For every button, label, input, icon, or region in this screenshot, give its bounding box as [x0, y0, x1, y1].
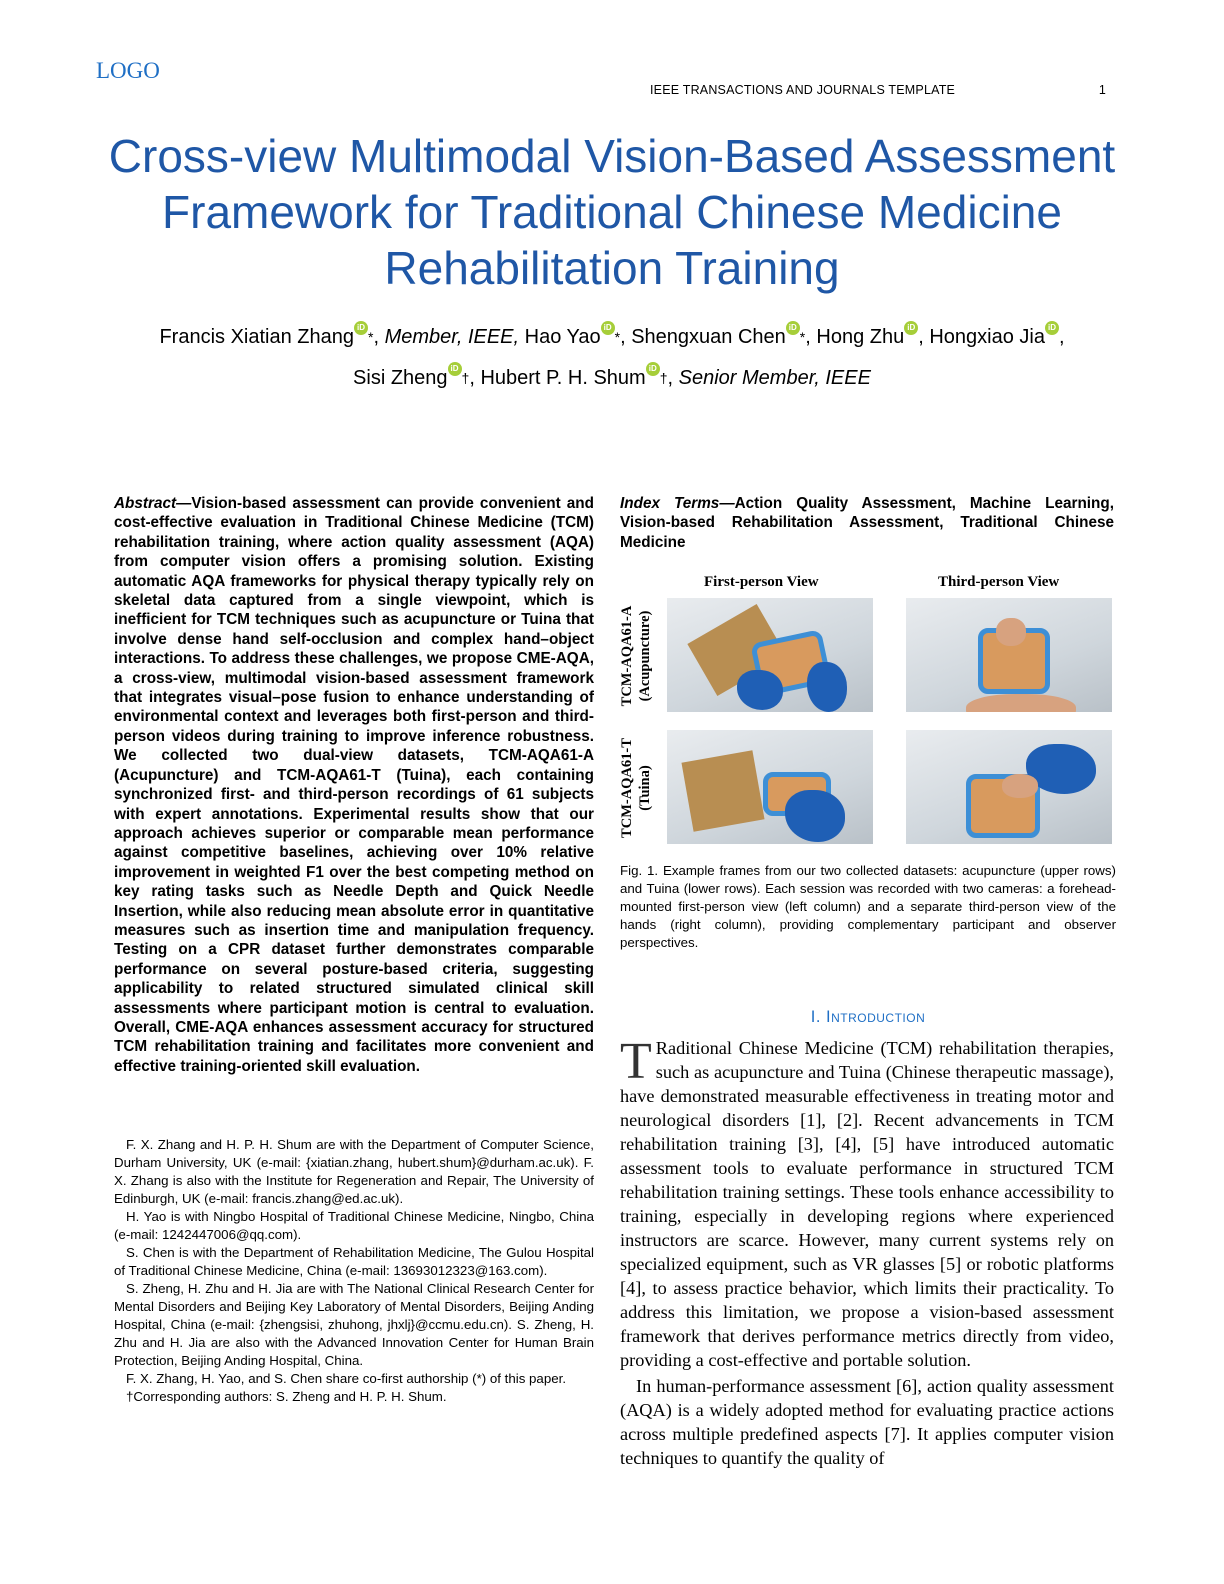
footnote: S. Zheng, H. Zhu and H. Jia are with The National Clinical Research Center for Mental Disorders and Beijing Key Laboratory of Mental Disorders, Beijing Anding Hospital, China (e-mail: {zhengsisi, zhuhong, jhxlj}@ccmu.edu.cn). S. Zheng, H. Zhu and H. Jia are also with the Advanced Innovation Center for Human Brain Protection, Beijing Anding Hospital, China.	[114, 1281, 594, 1368]
author-name: Hong Zhu	[816, 326, 905, 348]
orcid-icon[interactable]: iD	[448, 362, 462, 376]
journal-name: IEEE TRANSACTIONS AND JOURNALS TEMPLATE	[650, 83, 956, 97]
author-name: Francis Xiatian Zhang	[159, 326, 354, 348]
footnote: S. Chen is with the Department of Rehabilitation Medicine, The Gulou Hospital of Traditional Chinese Medicine, China (e-mail: 13693012323@163.com).	[114, 1245, 594, 1278]
row-label-line: TCM-AQA61-T	[619, 738, 635, 838]
photo-tuina-first-person	[667, 730, 873, 844]
row-label-line: TCM-AQA61-A	[619, 605, 635, 707]
orcid-icon[interactable]: iD	[904, 321, 918, 335]
author-mark: *	[368, 329, 374, 345]
author-name: Hubert P. H. Shum	[480, 367, 646, 389]
photo-object	[966, 694, 1076, 712]
orcid-icon[interactable]: iD	[1045, 321, 1059, 335]
photo-acupuncture-first-person	[667, 598, 873, 712]
index-terms	[620, 494, 1114, 552]
page-number: 1	[1098, 83, 1106, 97]
author-mark: †	[461, 370, 470, 386]
photo-tuina-third-person	[906, 730, 1112, 844]
photo-object	[1002, 774, 1038, 798]
footnote: F. X. Zhang, H. Yao, and S. Chen share co-first authorship (*) of this paper.	[126, 1371, 567, 1386]
drop-cap: T	[620, 1033, 652, 1090]
paragraph: In human-performance assessment [6], action quality assessment (AQA) is a widely adopted method for evaluating practice actions across multiple predefined aspects [7]. It applies computer vision techniques to quantify the quality of	[620, 1376, 1114, 1468]
row-label-line: (Tuina)	[637, 765, 653, 811]
footnotes	[114, 1136, 594, 1406]
paper-title: Cross-view Multimodal Vision-Based Assessment Framework for Traditional Chinese Medicine Rehabilitation Training	[108, 130, 1116, 294]
row-label-acupuncture	[618, 598, 662, 714]
section-number: I.	[810, 1008, 821, 1026]
photo-object	[785, 790, 845, 842]
author-name: Shengxuan Chen	[631, 326, 786, 348]
author-line-1: Francis Xiatian Zhang iD*, Member, IEEE, Hao Yao iD*, Shengxuan Chen iD*, Hong Zhu iD , Hongxiao Jia iD ,	[159, 323, 1065, 348]
author-name: Sisi Zheng	[353, 367, 448, 389]
row-label-line: (Acupuncture)	[637, 610, 653, 702]
orcid-icon[interactable]: iD	[354, 321, 368, 335]
column-header-third-person: Third-person View	[938, 574, 1060, 590]
abstract	[114, 494, 594, 1076]
figure-1	[620, 574, 1116, 854]
introduction-body	[620, 1033, 1114, 1470]
paragraph	[620, 1033, 1114, 1372]
section-title: Introduction	[826, 1008, 926, 1026]
author-mark: *	[799, 329, 806, 345]
footnote: H. Yao is with Ningbo Hospital of Traditional Chinese Medicine, Ningbo, China (e-mail: 1242447006@qq.com).	[114, 1209, 594, 1242]
orcid-icon[interactable]: iD	[601, 321, 615, 335]
logo: LOGO	[96, 58, 160, 83]
column-header-first-person: First-person View	[704, 574, 819, 590]
paragraph-text: Raditional Chinese Medicine (TCM) rehabilitation therapies, such as acupuncture and Tuina (Chinese therapeutic massage), have demonstrated measurable effectiveness in treating motor and neurological disorders [1], [2]. Recent advancements in TCM rehabilitation training [3], [4], [5] have introduced automatic assessment tools to evaluate performance in structured TCM rehabilitation training settings. These tools enhance accessibility to training, especially in developing regions where experienced instructors are scarce. However, many current systems rely on specialized equipment, such as VR glasses [5] or robotic platforms [4], to assess practice behavior, which limits their practicality. To address this limitation, we propose a vision-based assessment framework that derives performance metrics directly from video, providing a cost-effective and portable solution.	[620, 1038, 1114, 1370]
abstract-text: Vision-based assessment can provide convenient and cost-effective evaluation in Traditional Chinese Medicine (TCM) rehabilitation training, where action quality assessment (AQA) from computer vision offers a promising solution. Existing automatic AQA frameworks for physical therapy typically rely on skeletal data captured from a single viewpoint, which is inefficient for TCM techniques such as acupuncture or Tuina that involve dense hand self-occlusion and complex hand–object interactions. To address these challenges, we propose CME-AQA, a cross-view, multimodal vision-based assessment framework that integrates visual–pose fusion to enhance understanding of environmental context and leverages both first-person and third-person videos during training to improve inference robustness. We collected two dual-view datasets, TCM-AQA61-A (Acupuncture) and TCM-AQA61-T (Tuina), each containing synchronized first- and third-person recordings of 61 subjects with expert annotations. Experimental results show that our approach achieves superior or comparable mean performance against competitive baselines, achieving over 10% relative improvement in weighted F1 over the best competing method on key rating tasks such as Needle Depth and Quick Needle Insertion, while also reducing mean absolute error in quantitative measures such as insertion time and manipulation frequency. Testing on a CPR dataset further demonstrates comparable performance on several posture-based criteria, suggesting applicability to related structured simulated clinical skill assessments where participant motion is central to evaluation. Overall, CME-AQA enhances assessment accuracy for structured TCM rehabilitation training and facilitates more convenient and effective training-oriented skill evaluation.	[114, 495, 594, 1075]
photo-object	[737, 670, 783, 710]
author-name: Hao Yao	[524, 326, 601, 348]
section-heading	[620, 1008, 1116, 1027]
author-membership: Member, IEEE,	[384, 326, 520, 348]
photo-object	[681, 750, 764, 831]
author-name: Hongxiao Jia	[929, 326, 1045, 348]
author-mark: †	[659, 370, 668, 386]
orcid-icon[interactable]: iD	[646, 362, 660, 376]
row-label-tuina	[618, 730, 662, 846]
author-mark: *	[614, 329, 621, 345]
footnote: †Corresponding authors: S. Zheng and H. P. H. Shum.	[126, 1389, 447, 1404]
abstract-label: Abstract—	[114, 495, 192, 512]
running-header	[650, 83, 1106, 97]
index-terms-label: Index Terms—	[620, 495, 735, 512]
photo-acupuncture-third-person	[906, 598, 1112, 712]
index-terms-text: Action Quality Assessment, Machine Learning, Vision-based Rehabilitation Assessment, Traditional Chinese Medicine	[620, 495, 1114, 551]
footnote: F. X. Zhang and H. P. H. Shum are with the Department of Computer Science, Durham University, UK (e-mail: {xiatian.zhang, hubert.shum}@durham.ac.uk). F. X. Zhang is also with the Institute for Regeneration and Repair, The University of Edinburgh, UK (e-mail: francis.zhang@ed.ac.uk).	[114, 1137, 594, 1206]
photo-object	[996, 618, 1026, 646]
orcid-icon[interactable]: iD	[786, 321, 800, 335]
author-membership: Senior Member, IEEE	[678, 367, 871, 389]
figure-caption: Fig. 1. Example frames from our two collected datasets: acupuncture (upper rows) and Tuina (lower rows). Each session was recorded with two cameras: a forehead-mounted first-person view (left column) and a separate third-person view of the hands (right column), providing complementary participant and observer perspectives.	[620, 863, 1116, 950]
photo-object	[807, 662, 847, 712]
author-line-2: Sisi Zheng iD†, Hubert P. H. Shum iD†, Senior Member, IEEE	[353, 364, 871, 389]
